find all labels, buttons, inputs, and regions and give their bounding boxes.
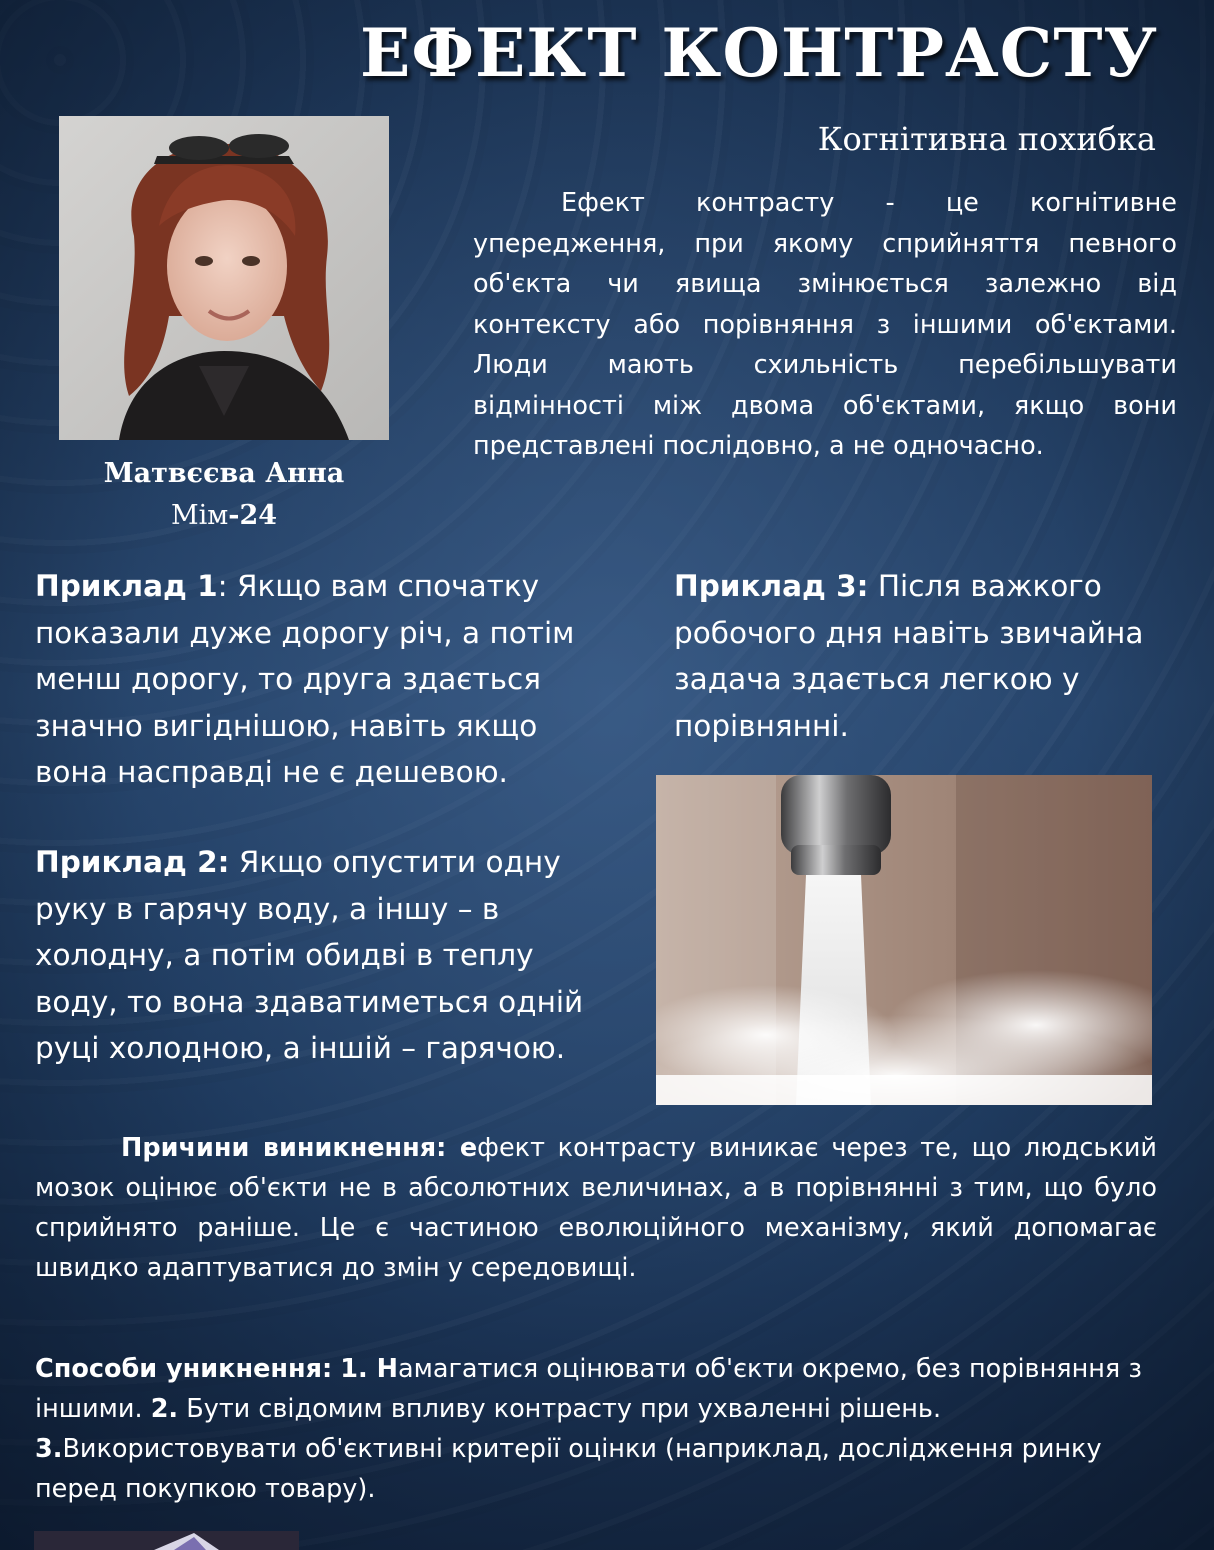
example-2-label: Приклад 2: — [35, 845, 230, 879]
example-3-separator — [868, 569, 877, 603]
reasons-paragraph — [35, 1128, 1157, 1288]
example-1-text: Якщо вам спочатку показали дуже дорогу річ, а потім менш дорогу, то друга здається значно вигіднішою, навіть якщо вона насправді не є дешевою. — [35, 569, 575, 789]
author-group-prefix: Мім — [170, 500, 229, 531]
example-1-separator: : — [217, 569, 237, 603]
example-2-text: Якщо опустити одну руку в гарячу воду, а іншу – в холодну, а потім обидві в теплу воду, то вона здаватиметься одній руці холодною, а іншій – гарячою. — [35, 845, 584, 1065]
reasons-text: фект контрасту виникає через те, що людський мозок оцінює об'єкти не в абсолютних величинах, а в порівнянні з тим, що було сприйнято раніше. Це є частиною еволюційного механізму, який допомагає швидко адаптуватися до змін у середовищі. — [35, 1133, 1157, 1283]
author-photo — [59, 116, 389, 440]
avoidance-label: Способи уникнення: — [35, 1354, 333, 1384]
author-name: Матвєєва Анна — [103, 458, 345, 489]
author-group-number: -24 — [228, 500, 278, 531]
reasons-label: Причини виникнення: е — [121, 1133, 478, 1163]
example-2-separator — [229, 845, 238, 879]
example-2 — [35, 839, 625, 1072]
example-3-text: Після важкого робочого дня навіть звичайна задача здається легкою у порівнянні. — [674, 569, 1144, 743]
author-group — [59, 500, 389, 531]
example-1 — [35, 563, 615, 796]
avoidance-paragraph — [35, 1349, 1165, 1509]
page-title: ЕФЕКТ КОНТРАСТУ — [360, 14, 1158, 92]
example-1-label: Приклад 1 — [35, 569, 218, 603]
bottom-image-fragment — [34, 1531, 299, 1550]
example-3-label: Приклад 3: — [674, 569, 869, 603]
page-subtitle: Когнітивна похибка — [817, 120, 1156, 158]
avoidance-item-2-text: Бути свідомим впливу контрасту при ухваленні рішень. — [178, 1394, 942, 1424]
avoidance-item-3-num: 3. — [35, 1434, 63, 1464]
avoidance-item-1-num: 1. Н — [340, 1354, 398, 1384]
avoidance-item-2-num: 2. — [150, 1394, 179, 1424]
avoidance-item-3-text: Використовувати об'єктивні критерії оцінки (наприклад, дослідження ринку перед покупкою товару). — [35, 1434, 1102, 1504]
example-3 — [674, 563, 1174, 749]
avoidance-item-1-text: амагатися оцінювати об'єкти окремо, без порівняння з іншими. — [35, 1354, 1142, 1424]
definition-text: Ефект контрасту - це когнітивне упередження, при якому сприйняття певного об'єкта чи явища змінюється залежно від контексту або порівняння з іншими об'єктами. Люди мають схильність перебільшувати відмінності між двома об'єктами, якщо вони представлені послідовно, а не одночасно. — [473, 188, 1177, 461]
faucet-steam-image — [656, 775, 1152, 1105]
